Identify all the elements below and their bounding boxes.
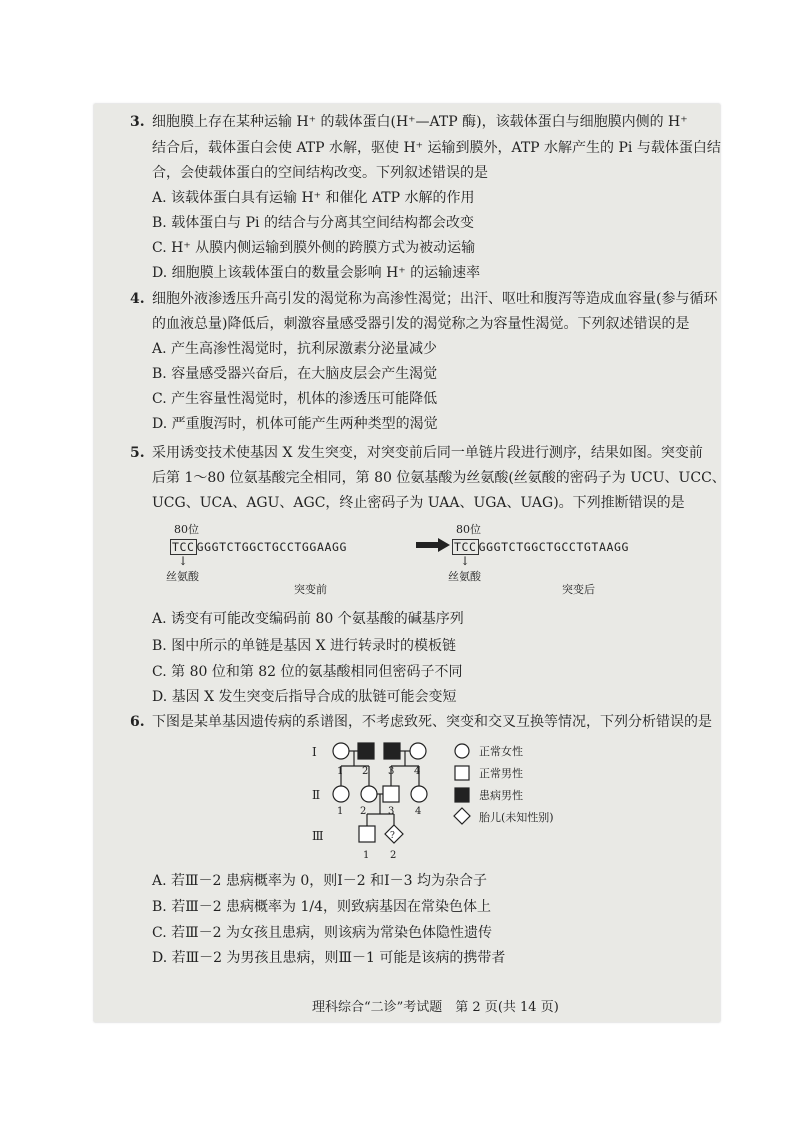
q5-caption-before: 突变前 bbox=[294, 583, 327, 596]
gen1-num-2: 2 bbox=[362, 766, 369, 777]
gen1-num-3: 3 bbox=[388, 766, 395, 777]
legend-fetus: 胎儿(未知性别) bbox=[479, 811, 554, 824]
down-arrow-icon: ↓ bbox=[460, 554, 471, 568]
gen1-ind2-affected-male bbox=[358, 743, 374, 759]
q5-stem-line2: 后第 1～80 位氨基酸完全相同，第 80 位氨基酸为丝氨酸(丝氨酸的密码子为 UCU、UCC、 bbox=[152, 470, 726, 486]
gen-label-1: Ⅰ bbox=[312, 745, 317, 759]
q5-sequence-before bbox=[170, 538, 347, 556]
pedigree-chart bbox=[304, 734, 574, 866]
gen1-num-1: 1 bbox=[337, 766, 344, 777]
q4-stem-line1: 细胞外液渗透压升高引发的渴觉称为高渗性渴觉；出汗、呕吐和腹泻等造成血容量(参与循环 bbox=[152, 291, 718, 307]
q6-option-c: C. 若Ⅲ－2 为女孩且患病，则该病为常染色体隐性遗传 bbox=[152, 925, 492, 941]
q3-stem-line3: 合，会使载体蛋白的空间结构改变。下列叙述错误的是 bbox=[152, 165, 488, 181]
q5-option-a: A. 诱变有可能改变编码前 80 个氨基酸的碱基序列 bbox=[152, 611, 464, 627]
q5-seq-rest-after: GGGTCTGGCTGCCTGTAAGG bbox=[478, 540, 630, 554]
gen3-ind1-male bbox=[359, 826, 375, 842]
down-arrow-icon: ↓ bbox=[178, 554, 189, 568]
q5-seq-rest-before: GGGTCTGGCTGCCTGGAAGG bbox=[196, 540, 348, 554]
gen2-ind2-female bbox=[361, 786, 377, 802]
gen-label-2: Ⅱ bbox=[312, 788, 321, 802]
q5-aa-label-after: 丝氨酸 bbox=[448, 570, 481, 583]
q5-number: 5. bbox=[130, 445, 145, 461]
gen1-num-4: 4 bbox=[414, 766, 421, 777]
page-footer: 理科综合“二诊”考试题 第 2 页(共 14 页) bbox=[312, 1000, 559, 1015]
q4-number: 4. bbox=[130, 291, 145, 307]
q3-stem-line2: 结合后，载体蛋白会使 ATP 水解，驱使 H⁺ 运输到膜外，ATP 水解产生的 Pi 与载体蛋白结 bbox=[152, 140, 721, 156]
q4-option-c: C. 产生容量性渴觉时，机体的渗透压可能降低 bbox=[152, 391, 438, 407]
gen1-ind1-female bbox=[333, 743, 349, 759]
q3-option-b: B. 载体蛋白与 Pi 的结合与分离其空间结构都会改变 bbox=[152, 215, 474, 231]
gen2-ind3-male bbox=[383, 786, 399, 802]
q4-stem-line2: 的血液总量)降低后，刺激容量感受器引发的渴觉称之为容量性渴觉。下列叙述错误的是 bbox=[152, 316, 690, 332]
right-arrow-icon bbox=[416, 538, 450, 552]
gen1-ind4-female bbox=[410, 743, 426, 759]
gen2-ind1-female bbox=[333, 786, 349, 802]
q4-option-a: A. 产生高渗性渴觉时，抗利尿激素分泌量减少 bbox=[152, 341, 438, 357]
q5-option-d: D. 基因 X 发生突变后指导合成的肽链可能会变短 bbox=[152, 689, 457, 705]
q3-option-a: A. 该载体蛋白具有运输 H⁺ 和催化 ATP 水解的作用 bbox=[152, 190, 475, 206]
gen2-ind4-female bbox=[411, 786, 427, 802]
q5-option-c: C. 第 80 位和第 82 位的氨基酸相同但密码子不同 bbox=[152, 664, 463, 680]
q3-number: 3. bbox=[130, 114, 145, 130]
legend-affected-male: 患病男性 bbox=[479, 789, 523, 802]
q4-option-d: D. 严重腹泻时，机体可能产生两种类型的渴觉 bbox=[152, 416, 438, 432]
q3-option-c: C. H⁺ 从膜内侧运输到膜外侧的跨膜方式为被动运输 bbox=[152, 240, 476, 256]
legend-normal-female: 正常女性 bbox=[479, 745, 523, 758]
gen3-num-2: 2 bbox=[390, 850, 397, 861]
q5-codon-box-before: TCC bbox=[172, 540, 195, 554]
gen-label-3: Ⅲ bbox=[312, 829, 324, 843]
q5-codon-box-after: TCC bbox=[454, 540, 477, 554]
q3-option-d: D. 细胞膜上该载体蛋白的数量会影响 H⁺ 的运输速率 bbox=[152, 265, 481, 281]
gen2-num-2: 2 bbox=[360, 806, 367, 817]
q6-option-b: B. 若Ⅲ－2 患病概率为 1/4，则致病基因在常染色体上 bbox=[152, 899, 492, 915]
gen1-ind3-affected-male bbox=[384, 743, 400, 759]
q6-option-a: A. 若Ⅲ－2 患病概率为 0，则Ⅰ－2 和Ⅰ－3 均为杂合子 bbox=[152, 873, 488, 889]
q3-stem-line1: 细胞膜上存在某种运输 H⁺ 的载体蛋白(H⁺—ATP 酶)，该载体蛋白与细胞膜内侧的 H⁺ bbox=[152, 114, 688, 130]
q6-stem: 下图是某单基因遗传病的系谱图，不考虑致死、突变和交叉互换等情况，下列分析错误的是 bbox=[152, 714, 712, 730]
q5-pos-label-before: 80位 bbox=[174, 523, 199, 536]
q5-pos-label-after: 80位 bbox=[456, 523, 481, 536]
q5-sequence-after bbox=[452, 538, 629, 556]
q5-aa-label-before: 丝氨酸 bbox=[166, 570, 199, 583]
q5-stem-line1: 采用诱变技术使基因 X 发生突变，对突变前后同一单链片段进行测序，结果如图。突变前 bbox=[152, 445, 703, 461]
q4-option-b: B. 容量感受器兴奋后，在大脑皮层会产生渴觉 bbox=[152, 366, 438, 382]
q5-option-b: B. 图中所示的单链是基因 X 进行转录时的模板链 bbox=[152, 638, 457, 654]
gen3-num-1: 1 bbox=[363, 850, 370, 861]
gen2-num-1: 1 bbox=[337, 806, 344, 817]
fetus-question-mark: ? bbox=[390, 831, 395, 841]
q6-option-d: D. 若Ⅲ－2 为男孩且患病，则Ⅲ－1 可能是该病的携带者 bbox=[152, 950, 506, 966]
exam-page bbox=[94, 104, 726, 1022]
q6-number: 6. bbox=[130, 714, 145, 730]
gen2-num-4: 4 bbox=[415, 806, 422, 817]
legend-normal-male: 正常男性 bbox=[479, 767, 523, 780]
q5-caption-after: 突变后 bbox=[562, 583, 595, 596]
q5-stem-line3: UCG、UCA、AGU、AGC，终止密码子为 UAA、UGA、UAG)。下列推断错误的是 bbox=[152, 495, 685, 511]
gen2-num-3: 3 bbox=[388, 806, 395, 817]
